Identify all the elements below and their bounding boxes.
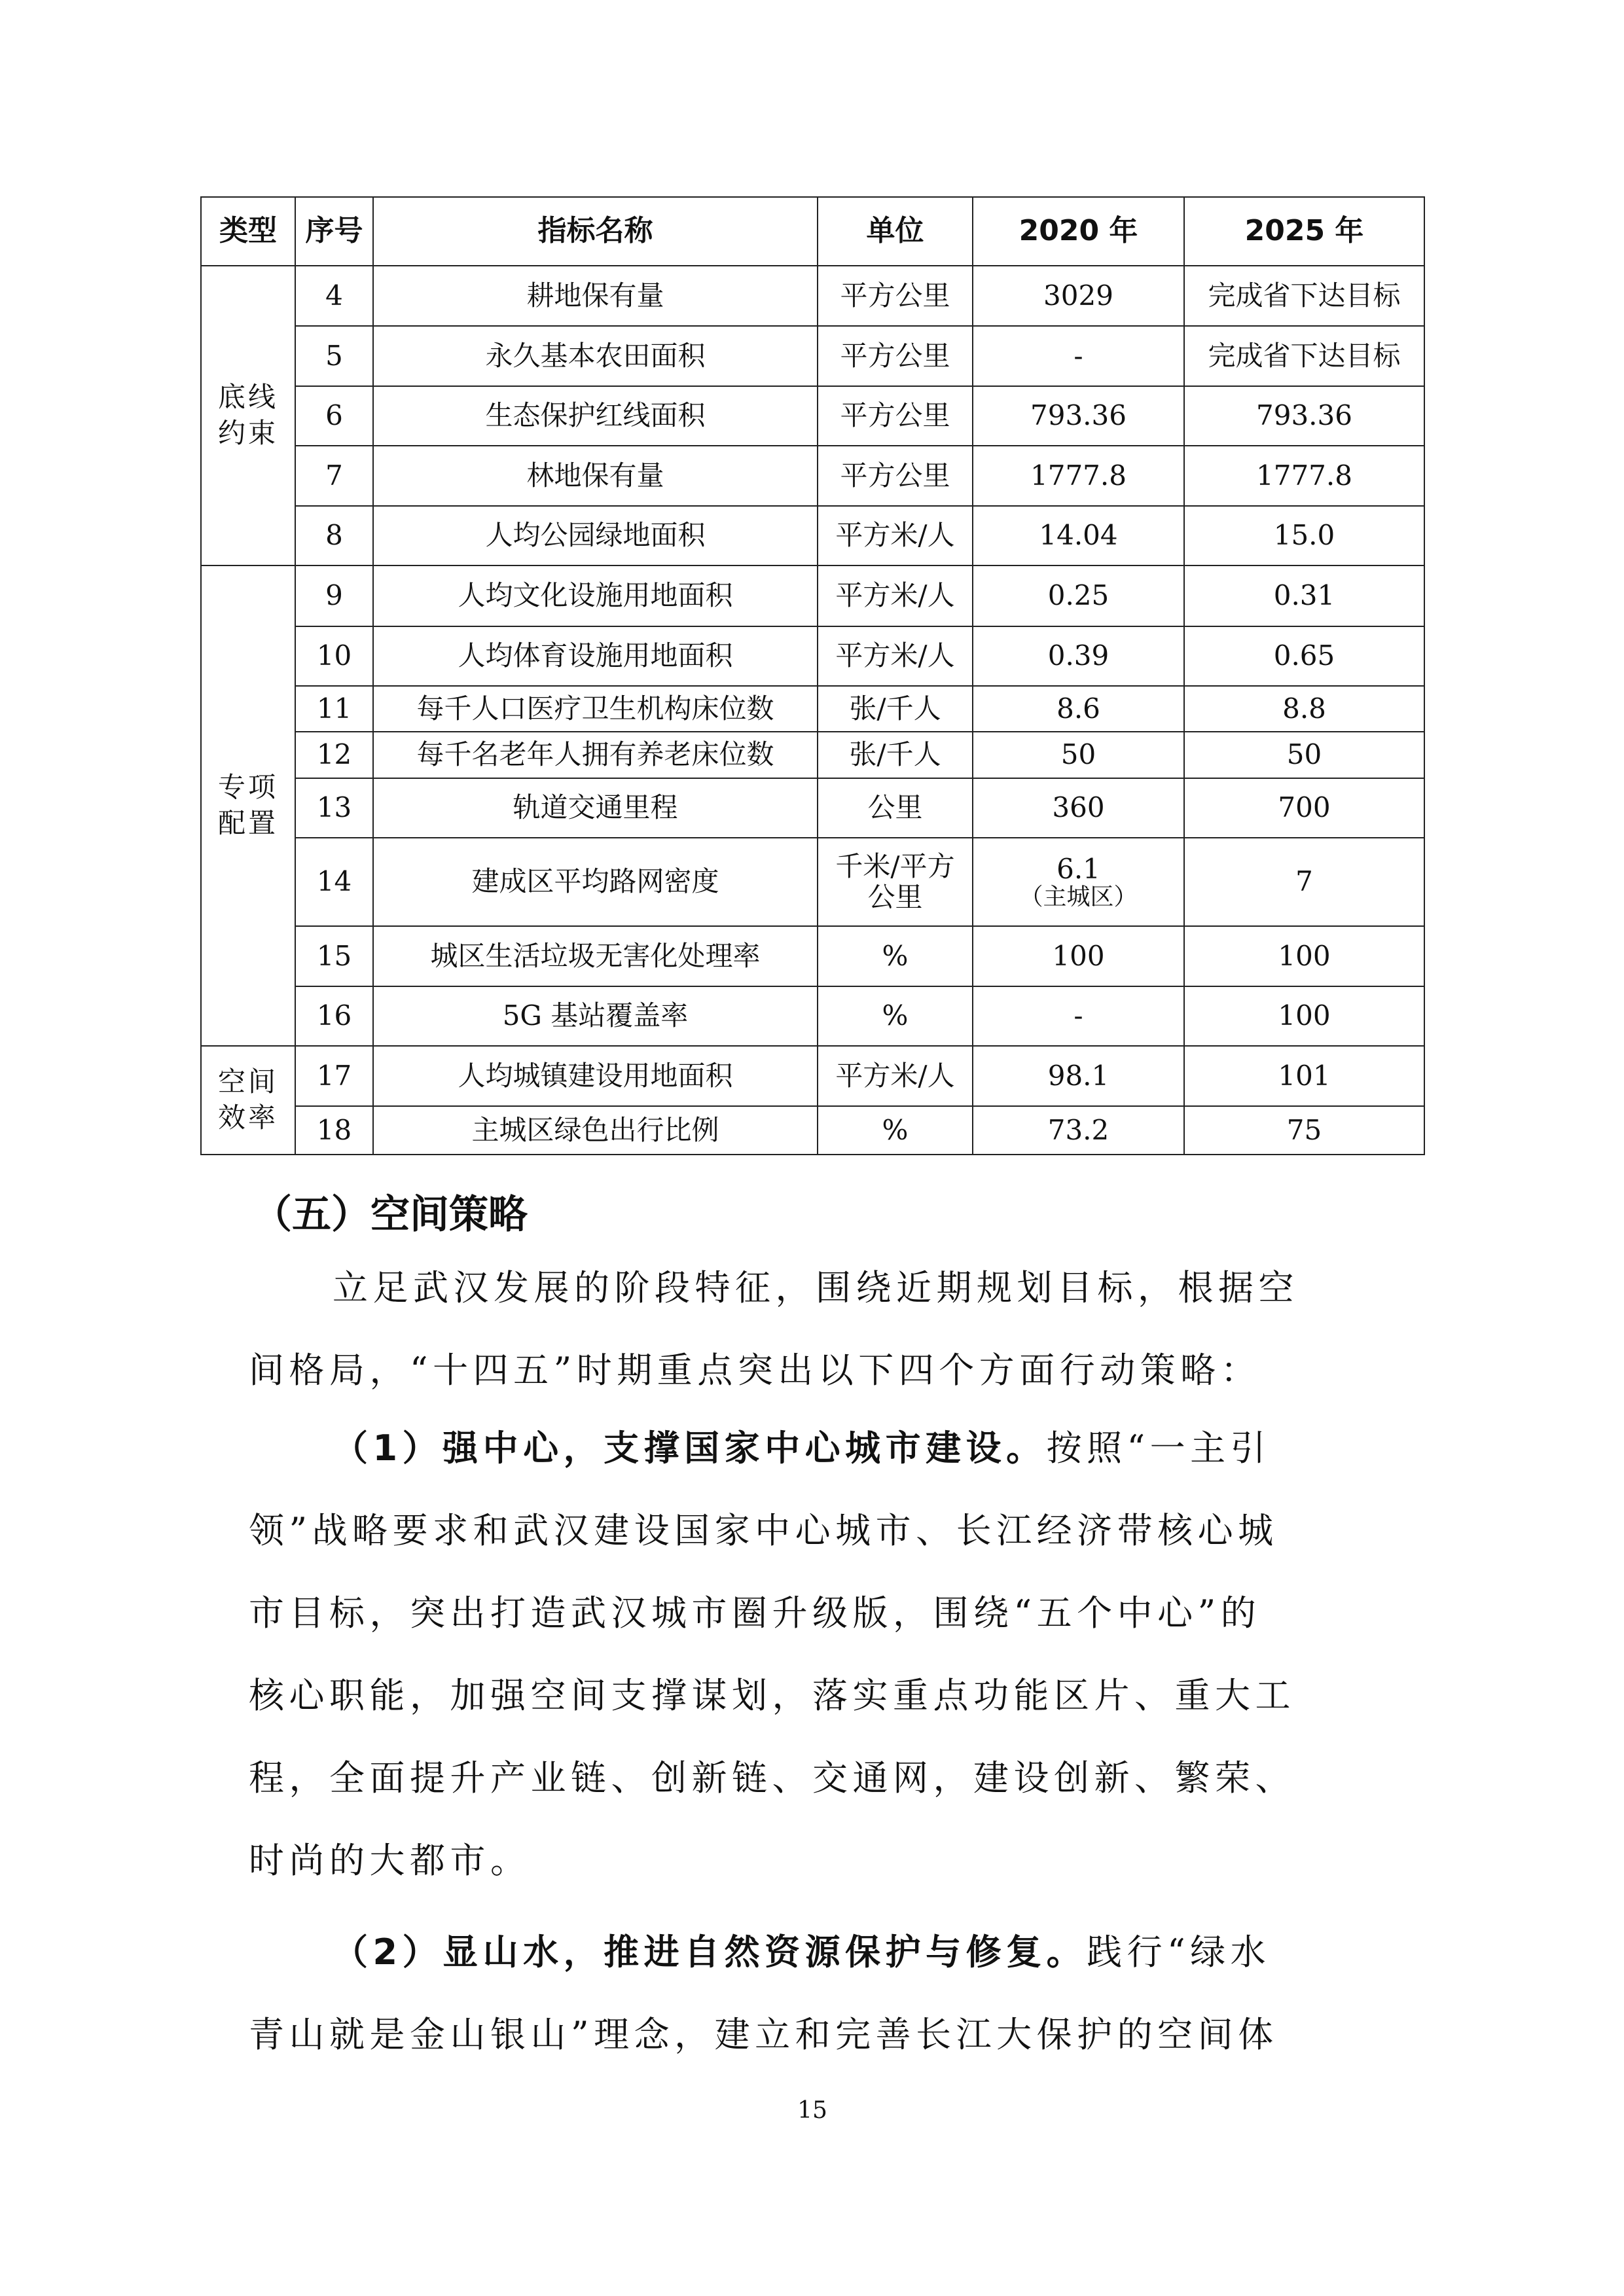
- category-line: 空间: [217, 1066, 278, 1098]
- cell-no: 14: [295, 838, 373, 926]
- item1-first-rest: 按照“一主引: [1046, 1427, 1271, 1469]
- table-row: [201, 326, 1424, 386]
- text-line: 立足武汉发展的阶段特征，围绕近期规划目标，根据空: [333, 1267, 1299, 1308]
- category-line: 底线: [217, 381, 278, 414]
- cell-name: 人均公园绿地面积: [373, 506, 818, 565]
- cell-2020: -: [973, 986, 1184, 1046]
- header-unit: 单位: [818, 197, 973, 266]
- text-line: [249, 1407, 1368, 1490]
- cell-no: 8: [295, 506, 373, 565]
- category-line: 约束: [217, 417, 278, 449]
- table-row: [201, 686, 1424, 732]
- cell-no: 16: [295, 986, 373, 1046]
- text-line: 核心职能，加强空间支撑谋划，落实重点功能区片、重大工: [249, 1675, 1295, 1716]
- value-2020: 6.1: [1056, 852, 1100, 885]
- header-no: 序号: [295, 197, 373, 266]
- cell-unit: 平方公里: [818, 446, 973, 506]
- table-row: [201, 626, 1424, 686]
- table-row: [201, 986, 1424, 1046]
- cell-2025: 完成省下达目标: [1184, 326, 1424, 386]
- text-line: 程，全面提升产业链、创新链、交通网，建设创新、繁荣、: [249, 1757, 1295, 1799]
- cell-2025: 1777.8: [1184, 446, 1424, 506]
- cell-name: 永久基本农田面积: [373, 326, 818, 386]
- header-name: 指标名称: [373, 197, 818, 266]
- cell-2020: 3029: [973, 266, 1184, 326]
- cell-no: 7: [295, 446, 373, 506]
- cell-2020: 0.39: [973, 626, 1184, 686]
- item2-first-rest: 践行“绿水: [1087, 1931, 1271, 1973]
- table-row: [201, 1046, 1424, 1106]
- cell-name: 轨道交通里程: [373, 778, 818, 838]
- header-type: 类型: [201, 197, 295, 266]
- header-2025: 2025 年: [1184, 197, 1424, 266]
- cell-2020: 50: [973, 732, 1184, 778]
- cell-2020: [973, 838, 1184, 926]
- cell-no: 15: [295, 926, 373, 986]
- text-line: 领”战略要求和武汉建设国家中心城市、长江经济带核心城: [249, 1510, 1278, 1551]
- cell-unit: 平方公里: [818, 266, 973, 326]
- cell-unit: [818, 838, 973, 926]
- table-row: [201, 732, 1424, 778]
- cell-unit: 平方米/人: [818, 1046, 973, 1106]
- category-line: 配置: [217, 807, 278, 839]
- item2-paragraph: [249, 1911, 1368, 2076]
- item1-lead: （1）强中心，支撑国家中心城市建设。: [333, 1427, 1047, 1469]
- cell-2020: 14.04: [973, 506, 1184, 565]
- cell-2020: 360: [973, 778, 1184, 838]
- cell-no: 11: [295, 686, 373, 732]
- cell-2020: 73.2: [973, 1106, 1184, 1155]
- page-number: 15: [797, 2097, 827, 2124]
- cell-no: 10: [295, 626, 373, 686]
- cell-2020: -: [973, 326, 1184, 386]
- category-line: 效率: [217, 1102, 278, 1134]
- cell-2025: 50: [1184, 732, 1424, 778]
- cell-2025: 100: [1184, 926, 1424, 986]
- cell-unit: %: [818, 1106, 973, 1155]
- table-row: [201, 565, 1424, 626]
- unit-line: 千米/平方: [835, 850, 955, 883]
- cell-name: 人均文化设施用地面积: [373, 565, 818, 626]
- cell-2020: 1777.8: [973, 446, 1184, 506]
- cell-name: 人均城镇建设用地面积: [373, 1046, 818, 1106]
- category-line: 专项: [217, 771, 278, 804]
- text-line: 间格局，“十四五”时期重点突出以下四个方面行动策略：: [249, 1350, 1261, 1391]
- intro-paragraph: [249, 1247, 1368, 1412]
- value-note: （主城区）: [1019, 883, 1138, 910]
- cell-2025: 0.65: [1184, 626, 1424, 686]
- cell-name: 5G 基站覆盖率: [373, 986, 818, 1046]
- table-row: [201, 506, 1424, 565]
- text-line: 时尚的大都市。: [249, 1840, 531, 1881]
- table-row: [201, 838, 1424, 926]
- cell-no: 17: [295, 1046, 373, 1106]
- unit-line: 公里: [867, 880, 923, 913]
- cell-name: 每千人口医疗卫生机构床位数: [373, 686, 818, 732]
- cell-no: 18: [295, 1106, 373, 1155]
- cell-unit: 平方公里: [818, 326, 973, 386]
- cell-2025: 15.0: [1184, 506, 1424, 565]
- table-row: [201, 778, 1424, 838]
- category-efficiency: [201, 1046, 295, 1155]
- item1-paragraph: [249, 1407, 1368, 1902]
- section-heading: （五）空间策略: [253, 1192, 528, 1238]
- text-line: 青山就是金山银山”理念，建立和完善长江大保护的空间体: [249, 2014, 1278, 2055]
- cell-2020: 98.1: [973, 1046, 1184, 1106]
- cell-unit: 平方米/人: [818, 565, 973, 626]
- cell-2025: 100: [1184, 986, 1424, 1046]
- cell-name: 建成区平均路网密度: [373, 838, 818, 926]
- table-header-row: [201, 197, 1424, 266]
- cell-2020: 0.25: [973, 565, 1184, 626]
- table-row: [201, 1106, 1424, 1155]
- cell-unit: %: [818, 926, 973, 986]
- cell-name: 每千名老年人拥有养老床位数: [373, 732, 818, 778]
- cell-name: 林地保有量: [373, 446, 818, 506]
- cell-2025: 7: [1184, 838, 1424, 926]
- table-row: [201, 386, 1424, 446]
- cell-no: 4: [295, 266, 373, 326]
- cell-name: 耕地保有量: [373, 266, 818, 326]
- category-special: [201, 565, 295, 1046]
- cell-unit: %: [818, 986, 973, 1046]
- cell-name: 主城区绿色出行比例: [373, 1106, 818, 1155]
- category-baseline: [201, 266, 295, 565]
- cell-2025: 0.31: [1184, 565, 1424, 626]
- table-row: [201, 446, 1424, 506]
- table-row: [201, 266, 1424, 326]
- cell-2025: 8.8: [1184, 686, 1424, 732]
- table-row: [201, 926, 1424, 986]
- cell-2025: 101: [1184, 1046, 1424, 1106]
- cell-unit: 平方米/人: [818, 626, 973, 686]
- cell-name: 人均体育设施用地面积: [373, 626, 818, 686]
- cell-2025: 75: [1184, 1106, 1424, 1155]
- cell-unit: 平方公里: [818, 386, 973, 446]
- cell-2025: 700: [1184, 778, 1424, 838]
- cell-name: 生态保护红线面积: [373, 386, 818, 446]
- cell-unit: 公里: [818, 778, 973, 838]
- cell-no: 9: [295, 565, 373, 626]
- item2-lead: （2）显山水，推进自然资源保护与修复。: [333, 1931, 1087, 1973]
- cell-name: 城区生活垃圾无害化处理率: [373, 926, 818, 986]
- text-line: 市目标，突出打造武汉城市圈升级版，围绕“五个中心”的: [249, 1592, 1261, 1634]
- cell-2020: 793.36: [973, 386, 1184, 446]
- cell-no: 5: [295, 326, 373, 386]
- cell-unit: 张/千人: [818, 732, 973, 778]
- cell-2020: 100: [973, 926, 1184, 986]
- indicator-table: [200, 196, 1425, 1155]
- cell-no: 13: [295, 778, 373, 838]
- cell-2020: 8.6: [973, 686, 1184, 732]
- cell-unit: 平方米/人: [818, 506, 973, 565]
- cell-no: 12: [295, 732, 373, 778]
- text-line: [249, 1911, 1368, 1994]
- cell-2025: 完成省下达目标: [1184, 266, 1424, 326]
- cell-no: 6: [295, 386, 373, 446]
- header-2020: 2020 年: [973, 197, 1184, 266]
- cell-unit: 张/千人: [818, 686, 973, 732]
- cell-2025: 793.36: [1184, 386, 1424, 446]
